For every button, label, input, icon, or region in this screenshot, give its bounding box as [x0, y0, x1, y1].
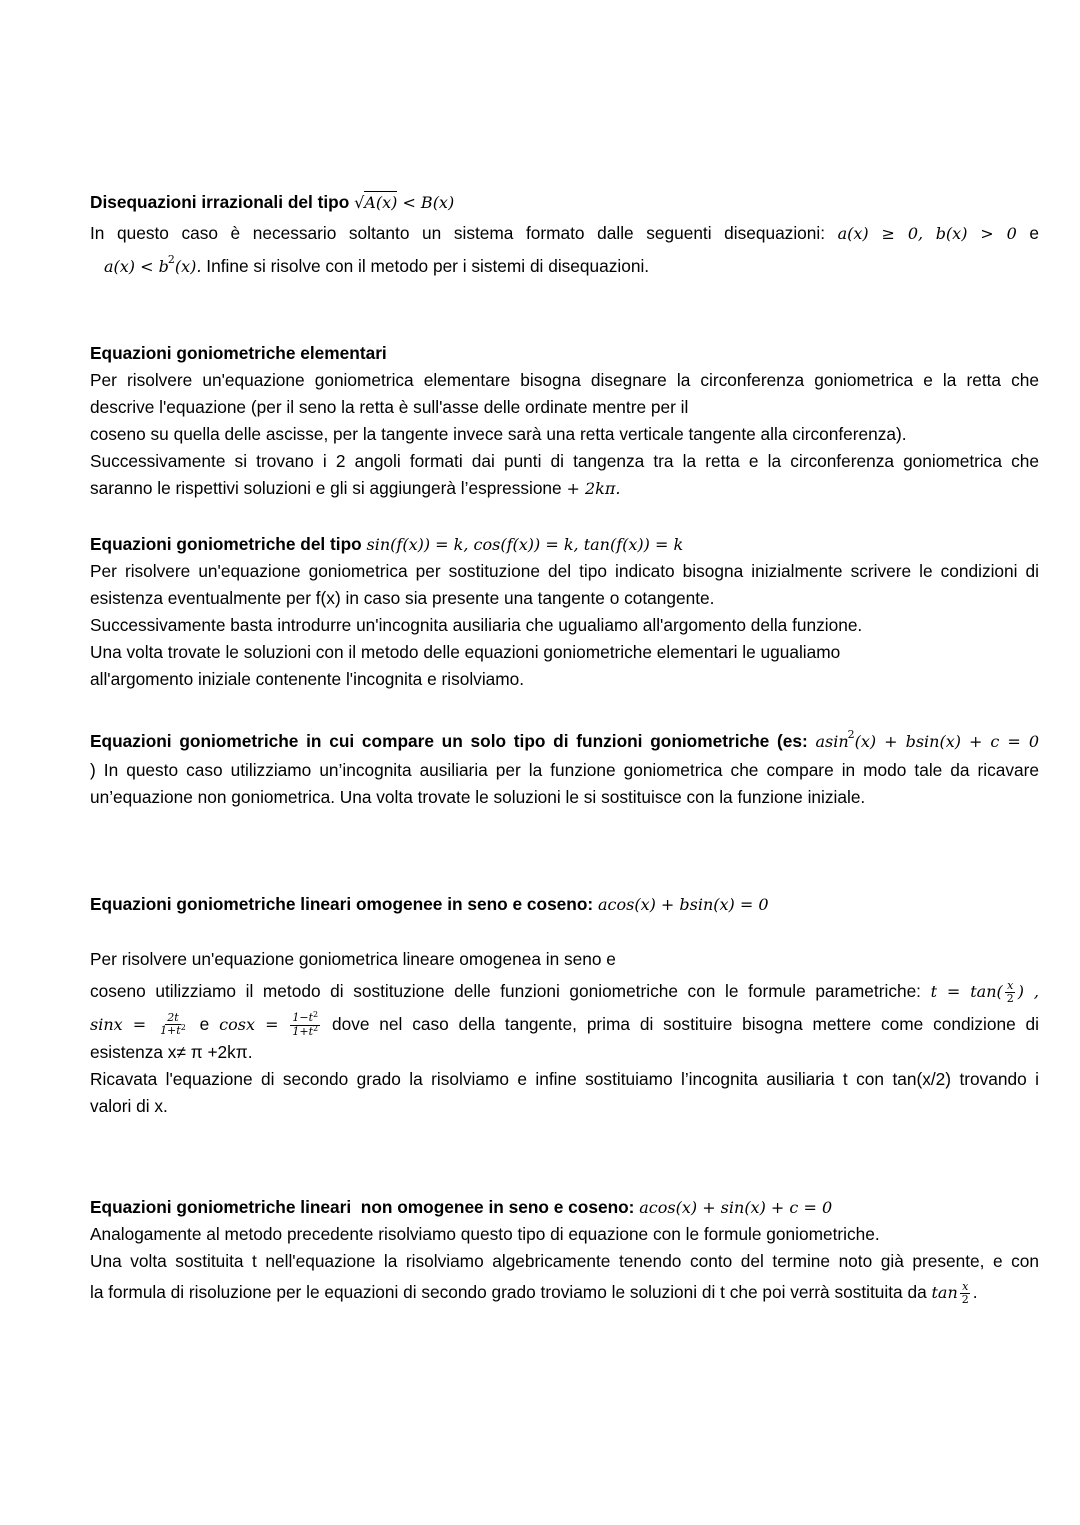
section-heading: Equazioni goniometriche in cui compare un solo tipo di funzioni goniometriche (es: asin$^2$(x) + bsin(x) + c = 0 [90, 728, 1039, 751]
paragraph-line: esistenza eventualmente per f(x) in caso sia presente una tangente o cotangente. [90, 588, 715, 608]
paragraph-line: coseno su quella delle ascisse, per la tangente invece sarà una retta verticale tangente alla circonferenza). [90, 424, 907, 444]
paragraph-line: la formula di risoluzione per le equazioni di secondo grado troviamo le soluzioni di t che poi verrà sostituita da tan $\frac{x}{2}$ . [90, 1280, 978, 1306]
paragraph-line: un’equazione non goniometrica. Una volta trovate le soluzioni le si sostituisce con la funzione iniziale. [90, 787, 866, 807]
paragraph-line: descrive l'equazione (per il seno la retta è sull'asse delle ordinate mentre per il [90, 397, 689, 417]
paragraph-line: Successivamente si trovano i 2 angoli formati dai punti di tangenza tra la retta e la circonferenza goniometrica che [90, 451, 1039, 471]
section-homogeneous-linear [90, 891, 1039, 1120]
section-nonhomogeneous-linear [90, 1194, 1039, 1306]
section-single-function-equations [90, 728, 1039, 811]
paragraph-line: Successivamente basta introdurre un'incognita ausiliaria che ugualiamo all'argomento della funzione. [90, 615, 863, 635]
paragraph-line: Ricavata l'equazione di secondo grado la risolviamo e infine sostituiamo l’incognita ausiliaria t con tan(x/2) trovando i [90, 1068, 1039, 1089]
section-heading: Equazioni goniometriche del tipo sin(f(x)) = k, cos(f(x)) = k, tan(f(x)) = k [90, 534, 684, 554]
heading-math: √A(x) < B(x) [354, 193, 454, 212]
paragraph-line: coseno utilizziamo il metodo di sostituzione delle funzioni goniometriche con le formule parametriche: t = tan( $\frac{x}{2}$ ) , [90, 979, 1039, 1005]
section-elementary-equations [90, 340, 1039, 502]
paragraph-line: Per risolvere un'equazione goniometrica lineare omogenea in seno e [90, 949, 616, 969]
paragraph-line: valori di x. [90, 1095, 168, 1116]
paragraph-line: sinx = $\frac{2t}{1+t^2}$ e cosx = $\frac{1-t^2}{1+t^2}$ dove nel caso della tangente, prima di sostituire bisogna mettere come condizione di [90, 1009, 1040, 1038]
paragraph-line: Analogamente al metodo precedente risolviamo questo tipo di equazione con le formule goniometriche. [90, 1224, 880, 1244]
paragraph-line: esistenza x≠ π +2kπ. [90, 1041, 253, 1062]
section-substitution-equations [90, 531, 1039, 693]
heading-text: Disequazioni irrazionali del tipo [90, 192, 350, 212]
fraction: $\frac{x}{2}$ [1006, 979, 1014, 1005]
paragraph-line: Per risolvere un'equazione goniometrica per sostituzione del tipo indicato bisogna inizialmente scrivere le condizioni di [90, 561, 1039, 581]
section-irrational-inequalities [90, 189, 1039, 282]
section-heading: Equazioni goniometriche lineari non omogenee in seno e coseno: acos(x) + sin(x) + c = 0 [90, 1197, 833, 1217]
paragraph-line: $a(x) < b^2(x)$. Infine si risolve con il metodo per i sistemi di disequazioni. [104, 253, 650, 276]
section-heading [90, 189, 1039, 216]
section-heading: Equazioni goniometriche lineari omogenee in seno e coseno: acos(x) + bsin(x) = 0 [90, 894, 769, 914]
fraction: $\frac{1-t^2}{1+t^2}$ [292, 1009, 319, 1038]
paragraph-line: In questo caso è necessario soltanto un sistema formato dalle seguenti disequazioni: a(x) ≥ 0, b(x) > 0 e [90, 223, 1039, 243]
paragraph-line: ) In questo caso utilizziamo un’incognita ausiliaria per la funzione goniometrica che compare in modo tale da ricavare [90, 760, 1039, 780]
fraction: $\frac{x}{2}$ [961, 1280, 969, 1306]
paragraph-line: Per risolvere un'equazione goniometrica elementare bisogna disegnare la circonferenza goniometrica e la retta che [90, 370, 1039, 390]
paragraph-line: Una volta trovate le soluzioni con il metodo delle equazioni goniometriche elementari le ugualiamo [90, 642, 841, 662]
section-heading: Equazioni goniometriche elementari [90, 343, 387, 363]
paragraph-line: all'argomento iniziale contenente l'incognita e risolviamo. [90, 669, 525, 689]
fraction: $\frac{2t}{1+t^2}$ [160, 1011, 186, 1038]
sqrt-expression: √A(x) [354, 193, 398, 212]
paragraph-line: saranno le rispettivi soluzioni e gli si aggiungerà l’espressione + 2kπ. [90, 478, 621, 498]
paragraph-line: Una volta sostituita t nell'equazione la risolviamo algebricamente tenendo conto del termine noto già presente, e con [90, 1251, 1039, 1271]
